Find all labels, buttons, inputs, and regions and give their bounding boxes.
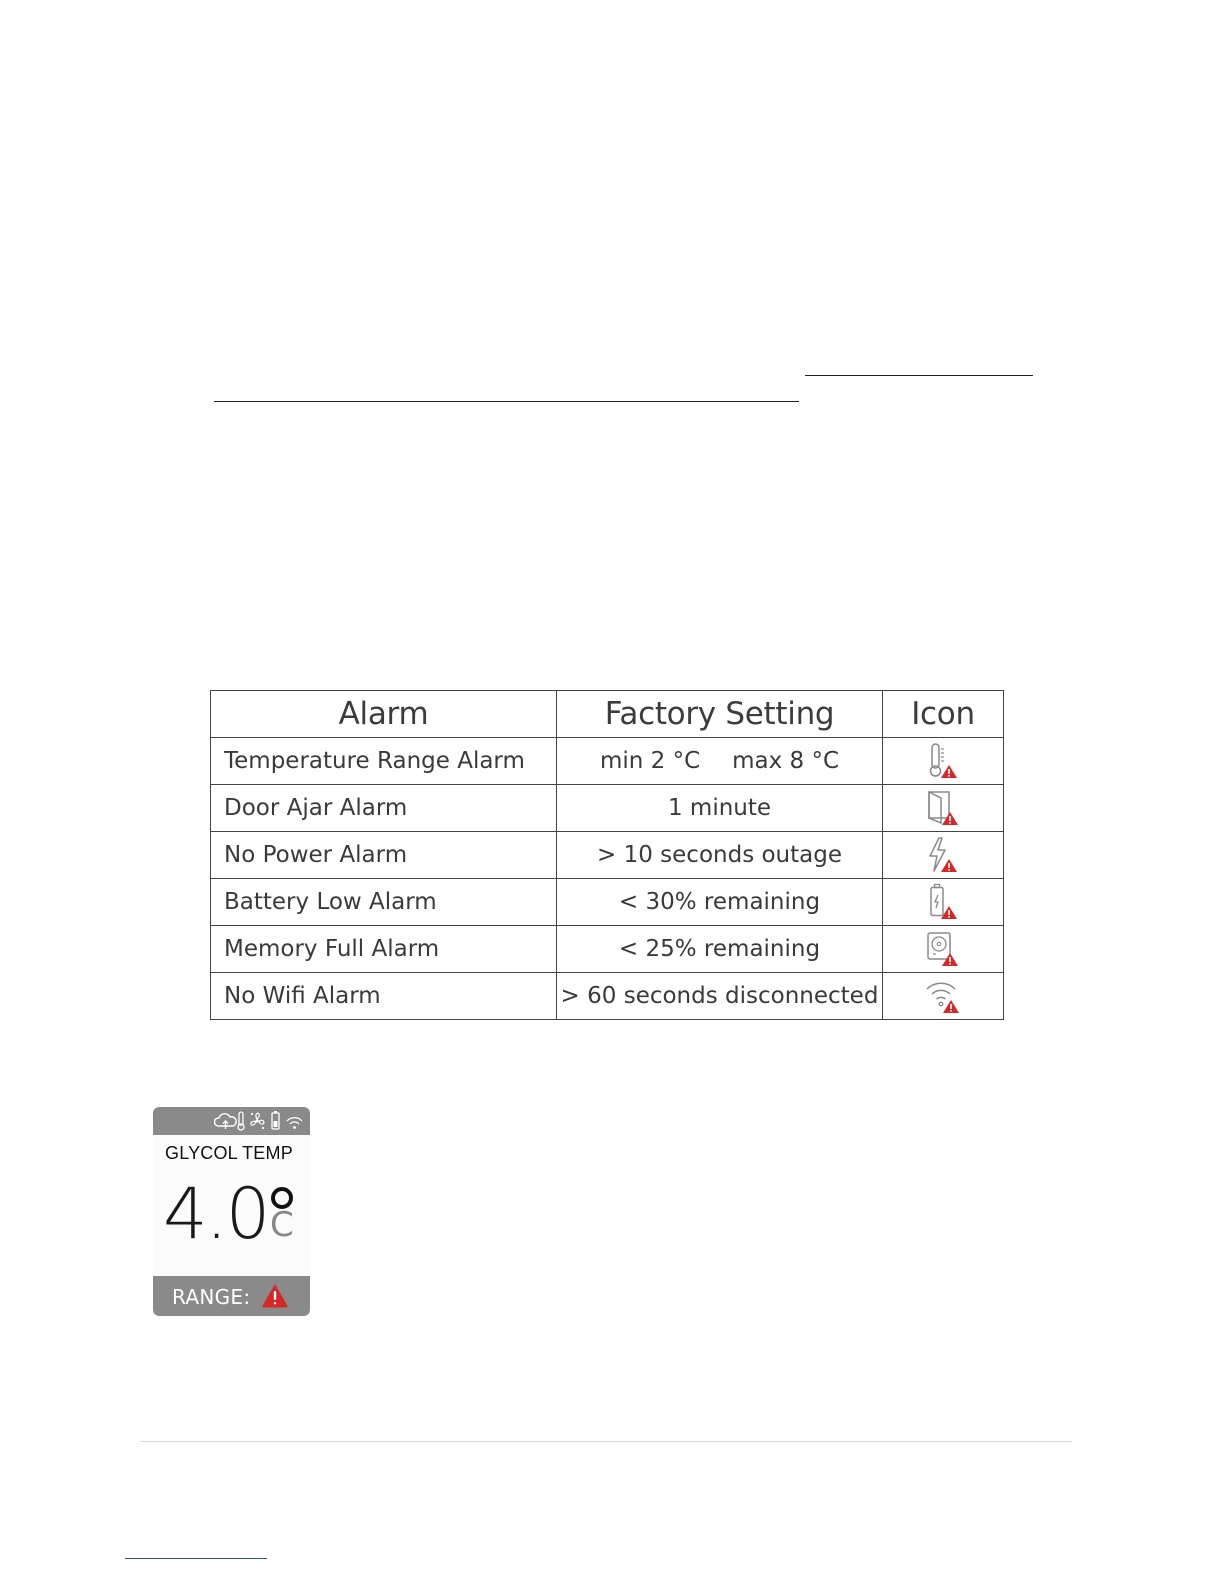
table-row	[211, 879, 1004, 926]
range-label: RANGE:	[172, 1285, 251, 1309]
table-row	[211, 832, 1004, 879]
door-warning-icon	[925, 789, 961, 827]
temperature-unit: C	[270, 1205, 294, 1245]
factory-setting	[557, 738, 883, 785]
status-bar	[153, 1107, 310, 1135]
underlined-link-fragment-1	[805, 375, 1033, 376]
setting-min: min 2 °C	[599, 748, 701, 774]
alarm-name: Memory Full Alarm	[211, 926, 557, 973]
table-row	[211, 973, 1004, 1020]
alarm-name: No Power Alarm	[211, 832, 557, 879]
cloud-upload-icon	[214, 1114, 236, 1129]
temperature-value: 4.0	[163, 1173, 269, 1255]
factory-setting: < 30% remaining	[557, 879, 883, 926]
factory-setting: > 60 seconds disconnected	[557, 973, 883, 1020]
wifi-icon	[287, 1118, 302, 1129]
footer-link-underline	[125, 1558, 267, 1559]
factory-setting: 1 minute	[557, 785, 883, 832]
wifi-warning-icon	[924, 977, 962, 1015]
table-row	[211, 738, 1004, 785]
factory-setting: < 25% remaining	[557, 926, 883, 973]
header-alarm: Alarm	[211, 691, 557, 738]
warning-icon	[262, 1284, 288, 1308]
fan-icon	[251, 1113, 264, 1129]
table-header-row	[211, 691, 1004, 738]
alarm-table	[210, 690, 1004, 1020]
battery-warning-icon	[926, 883, 960, 921]
alarm-name: Battery Low Alarm	[211, 879, 557, 926]
table-row	[211, 785, 1004, 832]
alarm-name: Door Ajar Alarm	[211, 785, 557, 832]
battery-icon	[272, 1111, 279, 1129]
power-warning-icon	[926, 836, 960, 874]
device-display	[153, 1107, 310, 1316]
alarm-name: Temperature Range Alarm	[211, 738, 557, 785]
memory-warning-icon	[925, 930, 961, 968]
thermometer-icon	[238, 1112, 244, 1130]
factory-setting: > 10 seconds outage	[557, 832, 883, 879]
underlined-link-fragment-2	[214, 401, 799, 402]
table-row	[211, 926, 1004, 973]
header-icon: Icon	[883, 691, 1004, 738]
thermometer-warning-icon	[926, 742, 960, 780]
range-status-bar	[153, 1276, 310, 1316]
header-factory-setting: Factory Setting	[557, 691, 883, 738]
setting-max: max 8 °C	[732, 748, 840, 774]
footer-divider	[140, 1441, 1072, 1442]
alarm-name: No Wifi Alarm	[211, 973, 557, 1020]
device-title: GLYCOL TEMP	[165, 1143, 293, 1163]
